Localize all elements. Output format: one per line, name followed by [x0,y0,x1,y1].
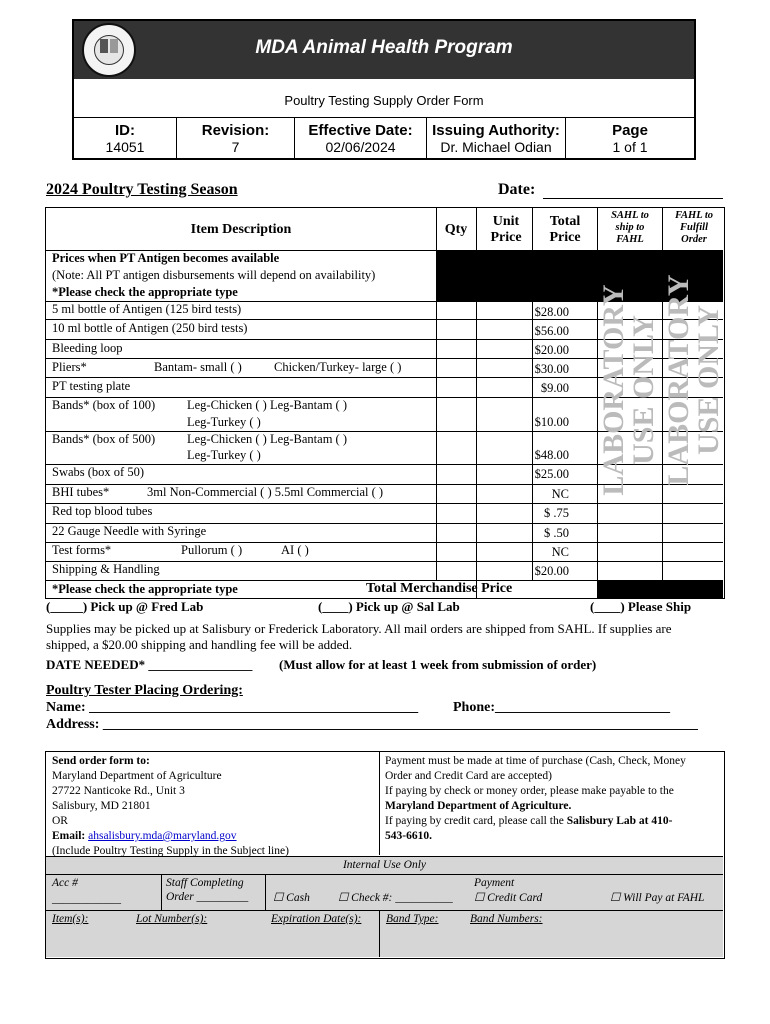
row-price: $30.00 [534,362,569,376]
shipping-note-line2: shipped, a $20.00 shipping and handling fee will be added. [46,637,353,652]
internal-use-title: Internal Use Only [342,859,427,871]
send-line: 27722 Nanticoke Rd., Unit 3 [52,785,185,797]
row-desc: Bands* (box of 500) [52,432,156,446]
send-payment-box [45,751,725,959]
acc-field[interactable]: ____________ [52,893,121,905]
id-cell: ID: 14051 [74,118,177,158]
band-type-label: Band Type: [386,913,439,925]
date-field[interactable] [543,198,723,199]
row-desc: Red top blood tubes [52,504,153,518]
send-title: Send order form to: [52,755,150,767]
address-field[interactable]: Address: _____________________________________________________________________________________ [46,717,698,732]
payment-line: If paying by check or money order, please make payable to the [385,785,674,797]
row-price: NC [551,487,569,501]
lot-label: Lot Number(s): [136,913,208,925]
pliers-chicken-option[interactable]: Chicken/Turkey- large ( ) [274,360,402,374]
row-price: $ .75 [544,506,569,520]
phone-field[interactable]: Phone:_________________________ [453,700,670,715]
date-needed-field[interactable]: DATE NEEDED* ________________ [46,657,253,672]
lab-use-watermark-sahl: LABORATORY USE ONLY [597,284,660,496]
fahl-header: FAHL to Fulfill Order [674,210,714,245]
band-numbers-label: Band Numbers: [470,913,543,925]
row-price: $10.00 [534,415,569,429]
pickup-fred-option[interactable]: (_____) Pick up @ Fred Lab [46,599,204,614]
row-desc: PT testing plate [52,379,131,393]
please-ship-option[interactable]: (____) Please Ship [590,599,692,614]
items-label: Item(s): [52,913,89,925]
page-cell: Page 1 of 1 [612,122,648,155]
row-price: $9.00 [540,381,569,395]
payment-phone: Salisbury Lab at 410- [566,815,673,827]
shipping-note-line1: Supplies may be picked up at Salisbury or Frederick Laboratory. All mail orders are shipped from SAHL. If supplies are [46,621,672,636]
bhi-tube-options[interactable]: 3ml Non-Commercial ( ) 5.5ml Commercial ( ) [147,485,384,499]
bands100-options[interactable]: Leg-Chicken ( ) Leg-Bantam ( ) [187,398,348,412]
pullorum-option[interactable]: Pullorum ( ) [181,543,243,557]
bands100-turkey-option[interactable]: Leg-Turkey ( ) [187,415,261,429]
row-desc: 5 ml bottle of Antigen (125 bird tests) [52,302,242,316]
check-note: *Please check the appropriate type [52,285,238,299]
effective-date-cell: Effective Date: 02/06/2024 [295,118,427,158]
sahl-header: SAHL to ship to FAHL [611,210,649,245]
staff-label: Staff Completing [166,877,244,889]
send-line: OR [52,815,68,827]
payment-payee: Maryland Department of Agriculture. [385,800,572,812]
form-header [72,19,696,160]
antigen-note: (Note: All PT antigen disbursements will depend on availability) [52,268,376,282]
subject-note: (Include Poultry Testing Supply in the Subject line) [52,845,289,857]
payment-line: Order and Credit Card are accepted) [385,770,552,782]
blackout-total [598,581,723,598]
row-price: $20.00 [534,564,569,578]
total-price-header: Total Price [549,214,581,245]
send-line: Maryland Department of Agriculture [52,770,222,782]
unit-price-header: Unit Price [490,214,522,245]
row-price: $ .50 [544,526,569,540]
date-needed-note: (Must allow for at least 1 week from submission of order) [279,657,597,672]
header-info-row [74,118,694,158]
cash-checkbox[interactable]: ☐ Cash [273,892,310,904]
email-label: Email: [52,830,86,842]
payment-phone-cont: 543-6610. [385,830,432,842]
row-desc: Bands* (box of 100) [52,398,156,412]
program-title: MDA Animal Health Program [255,37,513,58]
tester-heading: Poultry Tester Placing Ordering: [46,683,243,698]
row-desc: Pliers* [52,360,87,374]
row-price: $25.00 [534,467,569,481]
row-desc: Bleeding loop [52,341,123,355]
row-price: $48.00 [534,448,569,462]
pickup-sal-option[interactable]: (____) Pick up @ Sal Lab [318,599,460,614]
total-merchandise-label: Total Merchandise Price [366,581,513,596]
footer-check-note: *Please check the appropriate type [52,582,238,596]
date-label: Date: [498,181,536,198]
send-line: Salisbury, MD 21801 [52,800,151,812]
header-bar [74,21,694,79]
row-price: $20.00 [534,343,569,357]
email-link[interactable]: ahsalisbury.mda@maryland.gov [88,830,237,842]
row-desc: Test forms* [52,543,112,557]
check-checkbox[interactable]: ☐ Check #: __________ [338,892,453,904]
row-price: NC [551,545,569,559]
name-field[interactable]: Name: _______________________________________________ [46,700,419,715]
lab-use-watermark-fahl: LABORATORY USE ONLY [662,274,725,486]
will-pay-checkbox[interactable]: ☐ Will Pay at FAHL [610,892,705,904]
form-name: Poultry Testing Supply Order Form [74,79,694,118]
item-description-header: Item Description [190,222,292,237]
issuing-authority-cell: Issuing Authority: Dr. Michael Odian [427,118,566,158]
credit-card-checkbox[interactable]: ☐ Credit Card [474,892,543,904]
row-price: $56.00 [534,324,569,338]
payment-credit-note: If paying by credit card, please call the [385,815,567,827]
season-title: 2024 Poultry Testing Season [46,181,238,198]
row-desc: Swabs (box of 50) [52,465,145,479]
expiration-label: Expiration Date(s): [271,913,362,925]
antigen-heading: Prices when PT Antigen becomes available [52,251,280,265]
revision-cell: Revision: 7 [177,118,295,158]
staff-order-field[interactable]: Order _________ [166,891,249,903]
row-desc: 10 ml bottle of Antigen (250 bird tests) [52,321,248,335]
ai-option[interactable]: AI ( ) [281,543,309,557]
qty-header: Qty [444,222,468,237]
payment-label: Payment [474,877,515,889]
bands500-options[interactable]: Leg-Chicken ( ) Leg-Bantam ( ) [187,432,348,446]
payment-line: Payment must be made at time of purchase (Cash, Check, Money [385,755,686,767]
bands500-turkey-option[interactable]: Leg-Turkey ( ) [187,448,261,462]
row-desc: Shipping & Handling [52,562,160,576]
pliers-bantam-option[interactable]: Bantam- small ( ) [154,360,242,374]
order-table [45,207,725,599]
row-desc: 22 Gauge Needle with Syringe [52,524,207,538]
row-price: $28.00 [534,305,569,319]
acc-label: Acc # [52,877,78,889]
row-desc: BHI tubes* [52,485,110,499]
